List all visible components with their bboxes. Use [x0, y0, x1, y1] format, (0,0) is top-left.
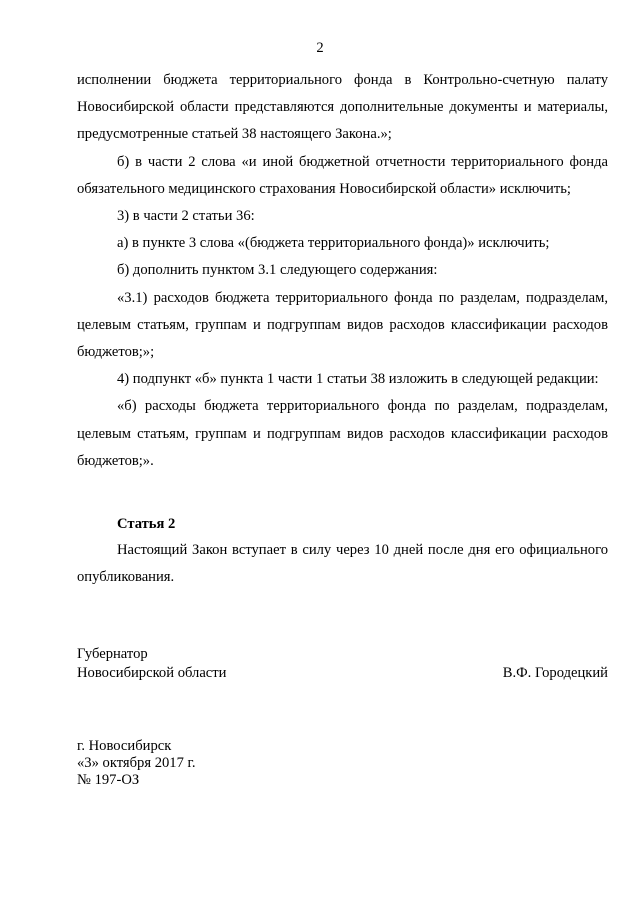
- page-number: 2: [316, 40, 324, 56]
- paragraph-continuation: исполнении бюджета территориального фонда в Контрольно-счетную палату Новосибирской области представляются дополнительные документы и материалы, предусмотренные статьей 38 настоящего Закона.»;: [77, 72, 608, 143]
- date: «3» октября 2017 г.: [77, 755, 196, 771]
- signatory-name: В.Ф. Городецкий: [502, 665, 608, 681]
- law-number: № 197-ОЗ: [77, 772, 140, 788]
- signatory-title-line1: Губернатор: [77, 646, 148, 662]
- paragraph-item-b-add-point: б) дополнить пунктом 3.1 следующего содержания:: [117, 262, 438, 279]
- article-text: Настоящий Закон вступает в силу через 10 дней после дня его официального опубликования.: [77, 542, 608, 586]
- paragraph-item-b-part-2: б) в части 2 слова «и иной бюджетной отчетности территориального фонда обязательного медицинского страхования Новосибирской области» исключить;: [77, 153, 608, 197]
- signatory-title-line2: Новосибирской области: [77, 665, 227, 681]
- article-body: [77, 537, 608, 591]
- paragraph-subpoint-b: «б) расходы бюджета территориального фонда по разделам, подразделам, целевым статьям, группам и подгруппам видов расходов классификации расходов бюджетов;».: [77, 398, 608, 469]
- paragraph-point-3-1: «3.1) расходов бюджета территориального фонда по разделам, подразделам, целевым статьям, группам и подгруппам видов расходов классификации расходов бюджетов;»;: [77, 289, 608, 361]
- paragraph-item-a: а) в пункте 3 слова «(бюджета территориального фонда)» исключить;: [117, 235, 550, 252]
- city: г. Новосибирск: [77, 738, 172, 754]
- paragraph-item-3: 3) в части 2 статьи 36:: [117, 208, 255, 225]
- law-amendments-text: [77, 67, 608, 475]
- article-heading: Статья 2: [117, 516, 176, 532]
- place-and-date: [77, 738, 196, 789]
- paragraph-item-4: 4) подпункт «б» пункта 1 части 1 статьи 38 изложить в следующей редакции:: [117, 371, 599, 388]
- signatory-title: [77, 645, 226, 683]
